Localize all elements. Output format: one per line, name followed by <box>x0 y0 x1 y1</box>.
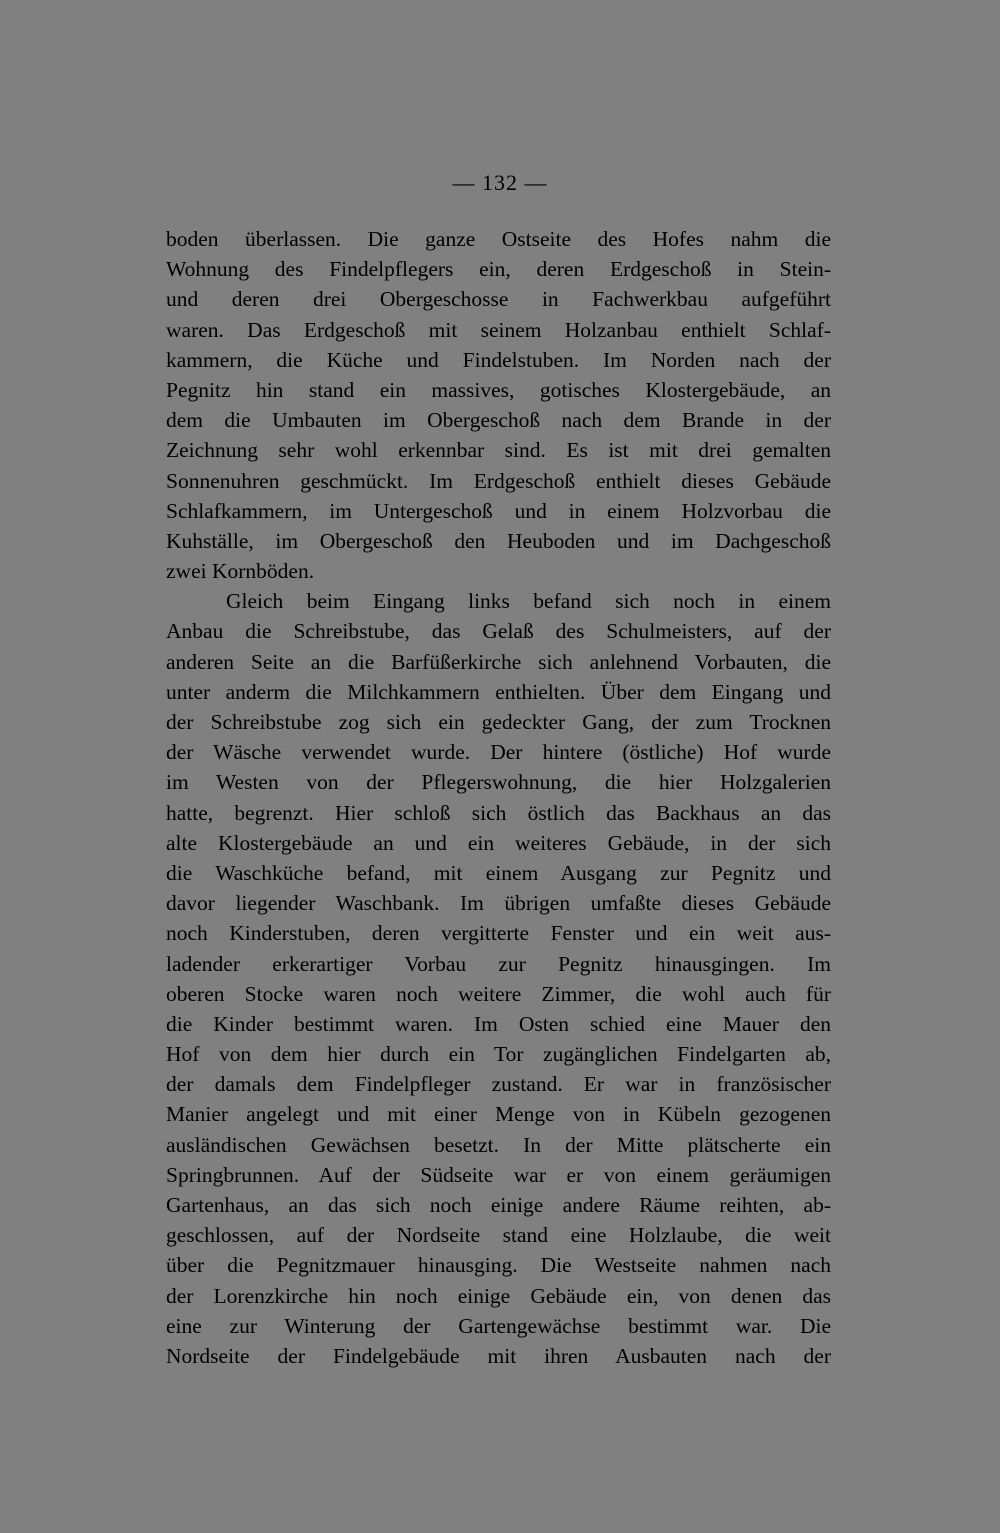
text-line: über die Pegnitzmauer hinausging. Die Westseite nahmen nach <box>166 1253 831 1278</box>
text-line: die Kinder bestimmt waren. Im Osten schied eine Mauer den <box>166 1011 831 1036</box>
text-line: boden überlassen. Die ganze Ostseite des Hofes nahm die <box>166 227 831 251</box>
text-line: dem die Umbauten im Obergeschoß nach dem Brande in der <box>166 408 831 433</box>
text-line: ladender erkerartiger Vorbau zur Pegnitz hinausgingen. Im <box>166 951 831 976</box>
text-line: der Wäsche verwendet wurde. Der hintere (östliche) Hof wurde <box>166 740 831 765</box>
text-line: geschlossen, auf der Nordseite stand eine Holzlaube, die weit <box>166 1223 831 1248</box>
text-line: alte Klostergebäude an und ein weiteres Gebäude, in der sich <box>166 830 831 855</box>
text-line: der Lorenzkirche hin noch einige Gebäude ein, von denen das <box>166 1283 831 1308</box>
text-line: Gartenhaus, an das sich noch einige andere Räume reihten, ab- <box>166 1193 831 1217</box>
page-number: — 132 — <box>452 170 548 195</box>
text-line: und deren drei Obergeschosse in Fachwerkbau aufgeführt <box>166 287 831 312</box>
text-line: unter anderm die Milchkammern enthielten. Über dem Eingang und <box>166 679 831 704</box>
text-line: eine zur Winterung der Gartengewächse bestimmt war. Die <box>166 1313 831 1338</box>
text-line: Gleich beim Eingang links befand sich noch in einem <box>226 589 831 614</box>
text-line: der Schreibstube zog sich ein gedeckter Gang, der zum Trocknen <box>166 710 831 734</box>
text-line: im Westen von der Pflegerswohnung, die hier Holzgalerien <box>166 770 831 795</box>
text-line: Nordseite der Findelgebäude mit ihren Ausbauten nach der <box>166 1343 831 1368</box>
text-line: hatte, begrenzt. Hier schloß sich östlich das Backhaus an das <box>166 800 831 825</box>
body-text <box>166 224 831 1371</box>
text-line: zwei Kornböden. <box>166 559 315 584</box>
text-line: davor liegender Waschbank. Im übrigen umfaßte dieses Gebäude <box>166 891 831 916</box>
text-line: noch Kinderstuben, deren vergitterte Fenster und ein weit aus- <box>166 921 831 946</box>
text-line: oberen Stocke waren noch weitere Zimmer, die wohl auch für <box>166 981 831 1006</box>
text-line: ausländischen Gewächsen besetzt. In der Mitte plätscherte ein <box>166 1132 831 1157</box>
text-line: Zeichnung sehr wohl erkennbar sind. Es ist mit drei gemalten <box>166 438 831 463</box>
text-line: Sonnenuhren geschmückt. Im Erdgeschoß enthielt dieses Gebäude <box>166 468 831 493</box>
text-line: Springbrunnen. Auf der Südseite war er von einem geräumigen <box>166 1162 831 1187</box>
text-line: anderen Seite an die Barfüßerkirche sich anlehnend Vorbauten, die <box>166 649 831 674</box>
text-line: Pegnitz hin stand ein massives, gotisches Klostergebäude, an <box>166 377 831 402</box>
text-line: die Waschküche befand, mit einem Ausgang zur Pegnitz und <box>166 860 831 885</box>
text-line: Schlafkammern, im Untergeschoß und in einem Holzvorbau die <box>166 498 831 523</box>
text-line: kammern, die Küche und Findelstuben. Im Norden nach der <box>166 347 831 372</box>
text-line: Kuhställe, im Obergeschoß den Heuboden und im Dachgeschoß <box>166 528 831 553</box>
text-line: Manier angelegt und mit einer Menge von in Kübeln gezogenen <box>166 1102 831 1127</box>
text-line: Anbau die Schreibstube, das Gelaß des Schulmeisters, auf der <box>166 619 831 644</box>
text-line: waren. Das Erdgeschoß mit seinem Holzanbau enthielt Schlaf- <box>166 317 831 342</box>
text-line: der damals dem Findelpfleger zustand. Er war in französischer <box>166 1072 831 1097</box>
text-line: Hof von dem hier durch ein Tor zugänglichen Findelgarten ab, <box>166 1042 831 1067</box>
text-line: Wohnung des Findelpflegers ein, deren Erdgeschoß in Stein- <box>166 257 831 282</box>
